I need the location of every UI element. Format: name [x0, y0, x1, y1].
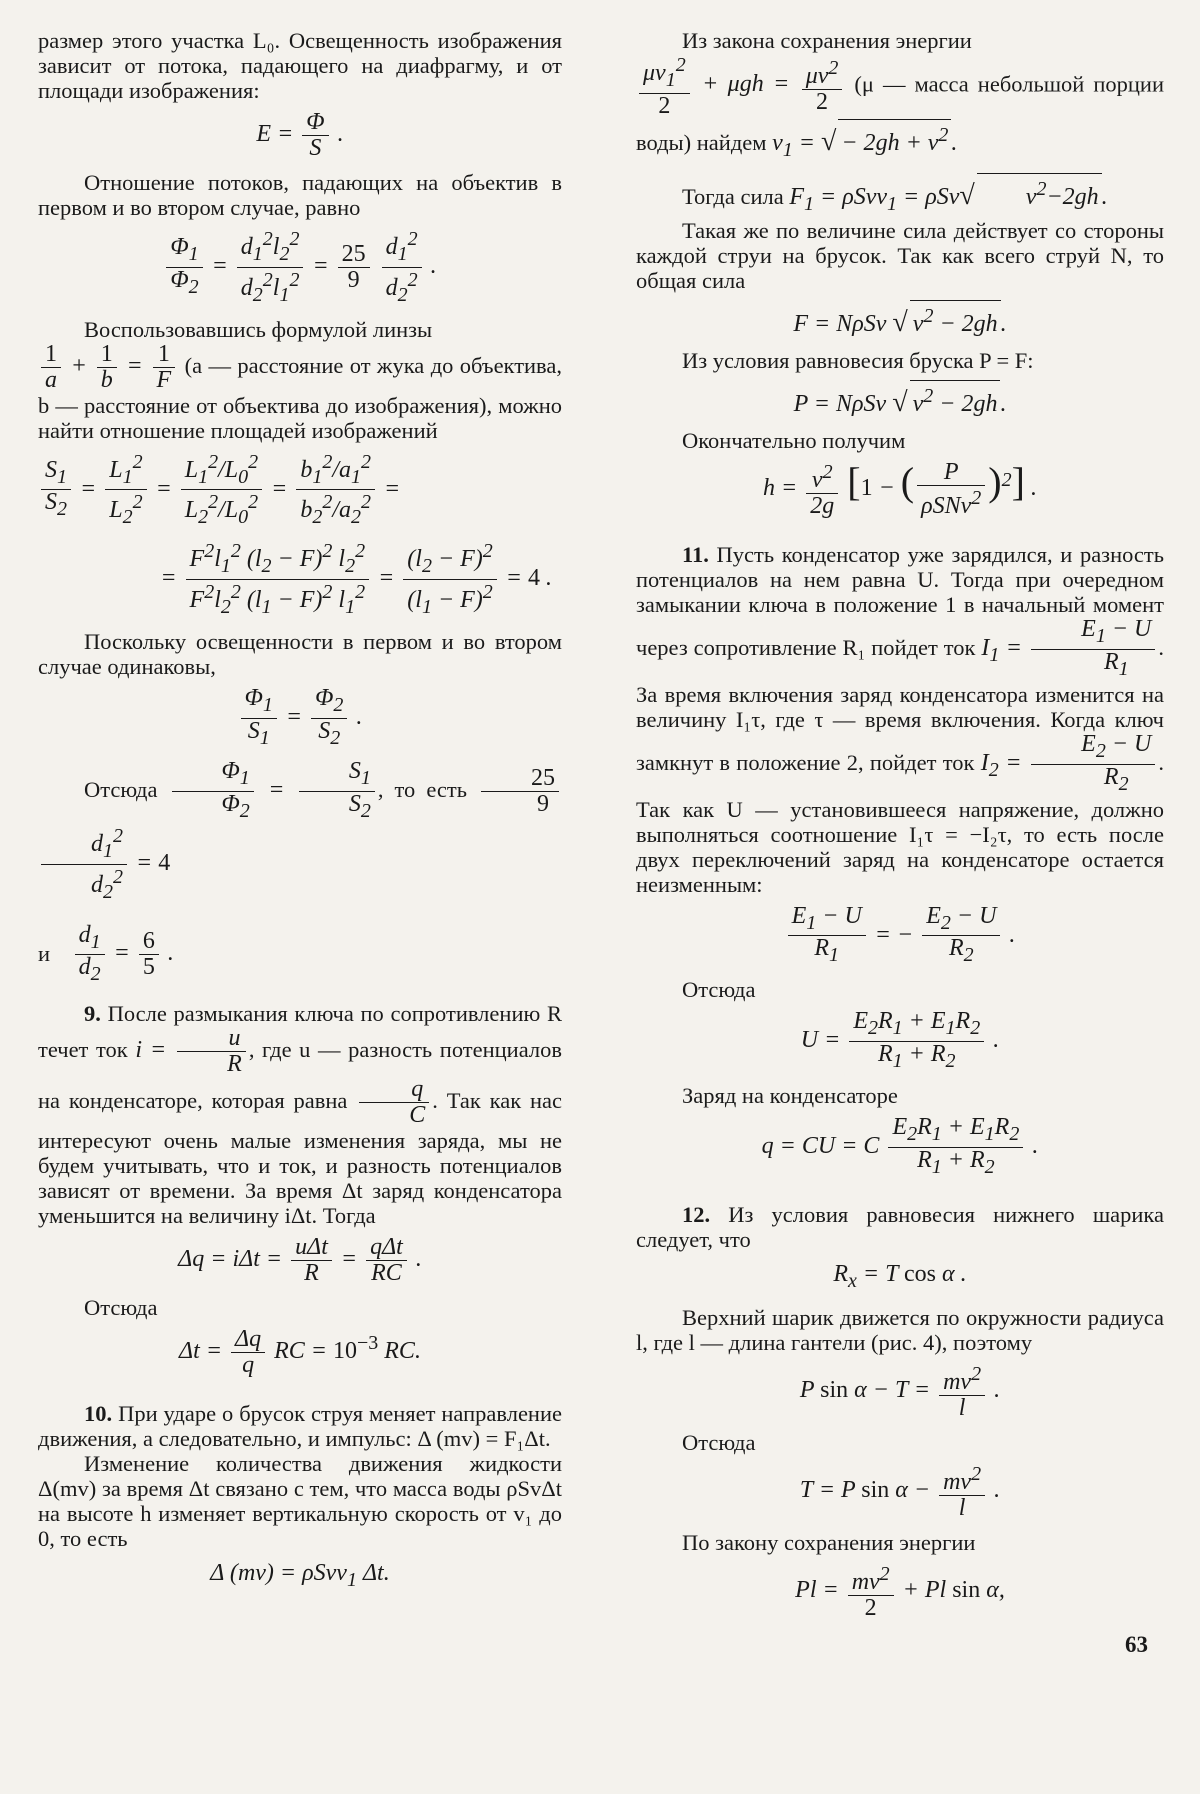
paragraph: Из условия равновесия бруска P = F:	[682, 348, 1034, 374]
problem-9: 9. После размыкания ключа по сопротивлению R течет ток i = $\frac{u}{R}$ , где u — разность потенциалов на конденсаторе, которая равна $\frac{q}{C}$ . Так как нас интересуют очень малые изменения заряда, мы не будем учитывать, что и ток, и разность потенциалов зависят от времени. За время Δt заряд конденсатора уменьшится на величину iΔt. Тогда	[38, 1001, 563, 1229]
paragraph-result: Отсюда $\frac{\Phi_1}{\Phi_2}$ = $\frac{S_1}{S_2}$ , то есть $\frac{25}{9}$ $\frac{d_1^2}{d_2^2}$ = 4	[38, 759, 562, 904]
formula-current-balance: $\frac{E_1 - U}{R_1}$ = − $\frac{E_2 - U}{R_2}$ .	[636, 904, 1164, 969]
formula-reaction: $R_x = T$ cos α .	[833, 1261, 967, 1293]
left-column	[38, 28, 562, 1604]
paragraph: Отсюда	[84, 1295, 158, 1321]
formula-area-ratio-cont: = $\frac{F^2l_1^2 (l_2 - F)^2 l_2^2}{F^2l_2^2 (l_1 - F)^2 l_1^2}$ = $\frac{(l_2 - F)^2}{(l_1 - F)^2}$ = 4 .	[160, 540, 552, 618]
paragraph: Отношение потоков, падающих на объектив в первом и во втором случае, равно	[38, 170, 562, 220]
formula-charge: q = CU = C $\frac{E_2R_1 + E_1R_2}{R_1 + R_2}$ .	[761, 1113, 1039, 1178]
paragraph: Отсюда	[682, 1430, 756, 1456]
paragraph: размер этого участка L₀. Освещенность изображения зависит от потока, падающего на диафрагму, и от площади изображения:	[38, 28, 562, 103]
formula-illuminance: E = $\frac{\Phi}{S}$ .	[256, 109, 344, 161]
paragraph: По закону сохранения энергии	[682, 1530, 976, 1556]
paragraph: Такая же по величине сила действует со стороны каждой струи на брусок. Так как всего струй N, то общая сила	[636, 218, 1164, 294]
formula-area-ratio: $\frac{S_1}{S_2}$ = $\frac{L_1^2}{L_2^2}$ = $\frac{L_1^2/L_0^2}{L_2^2/L_0^2}$ = $\frac{b_1^2/a_1^2}{b_2^2/a_2^2}$ =	[38, 450, 562, 531]
formula-equal-illum: $\frac{\Phi_1}{S_1}$ = $\frac{\Phi_2}{S_2}$ .	[38, 686, 562, 751]
formula-circular-motion: P sin α − T = $\frac{mv^2}{l}$ .	[799, 1363, 1001, 1422]
formula-lens: $\frac{1}{a}$ + $\frac{1}{b}$ = $\frac{1}{F}$	[38, 353, 178, 379]
paragraph-lens: $\frac{1}{a}$ + $\frac{1}{b}$ = $\frac{1}{F}$ (a — расстояние от жука до объектива, b — расстояние от объектива до изображения), можно найти отношение площадей изображений	[38, 340, 563, 443]
paragraph: Поскольку освещенности в первом и во втором случае одинаковы,	[38, 628, 562, 679]
formula-equilibrium: P = NρSv √ $v^2 - 2gh$ .	[636, 380, 1164, 419]
formula-height: h = $\frac{v^2}{2g}$ [1 − ( $\frac{P}{\rho SNv^2}$ )$^2$] .	[763, 459, 1037, 520]
formula-momentum: Δ (mv) = ρSvv$_1$ Δt.	[210, 1560, 390, 1591]
formula-charge-change: Δq = iΔt = $\frac{\text{uΔt}}{R}$ = $\frac{\text{qΔt}}{RC}$ .	[178, 1234, 422, 1287]
right-column	[636, 28, 1164, 1630]
paragraph: Окончательно получим	[682, 428, 906, 454]
formula-flux-ratio: $\frac{\Phi_1}{\Phi_2}$ = $\frac{d_1^2l_2^2}{d_2^2l_1^2}$ = $\frac{25}{9}$ $\frac{d_1^2}{d_2^2}$ .	[38, 227, 562, 308]
paragraph: Отсюда	[682, 977, 756, 1003]
paragraph: Воспользовавшись формулой линзы	[84, 316, 433, 342]
paragraph-force: Тогда сила $F_1 = \rho Svv_1 = \rho Sv√$ $v^2-2gh$ .	[636, 173, 1164, 219]
formula-total-force: F = NρSv √ $v^2 - 2gh$ .	[636, 300, 1164, 339]
paragraph: Изменение количества движения жидкости Δ(mv) за время Δt связано с тем, что масса воды ρSvΔt на высоте h изменяет вертикальную скорость от v₁ до 0, то есть	[38, 1451, 562, 1552]
problem-11: 11. Пусть конденсатор уже зарядился, и разность потенциалов на нем равна U. Тогда при очередном замыкании ключа в положение 1 в начальный момент через сопротивление R₁ пойдет ток $I_1$ = $\frac{E_1 - U}{R_1}$ . За время включения заряд конденсатора изменится на величину I₁τ, где τ — время включения. Когда ключ замкнут в положение 2, пойдет ток $I_2$ = $\frac{E_2 - U}{R_2}$ . Так как U — установившееся напряжение, должно выполняться соотношение I₁τ = −I₂τ, то есть после двух переключений заряд на конденсаторе остается неизменным:	[636, 542, 1165, 897]
paragraph-energy: $\frac{\mu v_1^2}{2}$ + μgh = $\frac{\mu v^2}{2}$ (μ — масса небольшой порции воды) найдем $v_1$ = √ − $2gh + v^2$ .	[636, 54, 1165, 161]
formula-voltage: U = $\frac{E_2R_1 + E_1R_2}{R_1 + R_2}$ .	[800, 1008, 1000, 1072]
formula-delta-t: Δt = $\frac{\Delta q}{q}$ RC = $10^{-3}$ RC.	[179, 1326, 421, 1379]
paragraph: Заряд на конденсаторе	[682, 1082, 898, 1108]
paragraph: Верхний шарик движется по окружности радиуса l, где l — длина гантели (рис. 4), поэтому	[636, 1305, 1164, 1356]
paragraph-diameter-ratio: и $\frac{d_1}{d_2}$ = $\frac{6}{5}$ .	[38, 921, 174, 986]
formula-tension: T = P sin α − $\frac{mv^2}{l}$ .	[799, 1463, 1001, 1522]
problem-10: 10. При ударе о брусок струя меняет направление движения, а следовательно, и импульс: Δ (mv) = F₁Δt.	[38, 1401, 562, 1452]
formula-energy-conservation: Pl = $\frac{mv^2}{2}$ + Pl sin α,	[795, 1563, 1005, 1622]
paragraph: Из закона сохранения энергии	[682, 28, 972, 53]
page-number: 63	[1125, 1632, 1148, 1657]
problem-12: 12. Из условия равновесия нижнего шарика следует, что	[636, 1202, 1165, 1253]
